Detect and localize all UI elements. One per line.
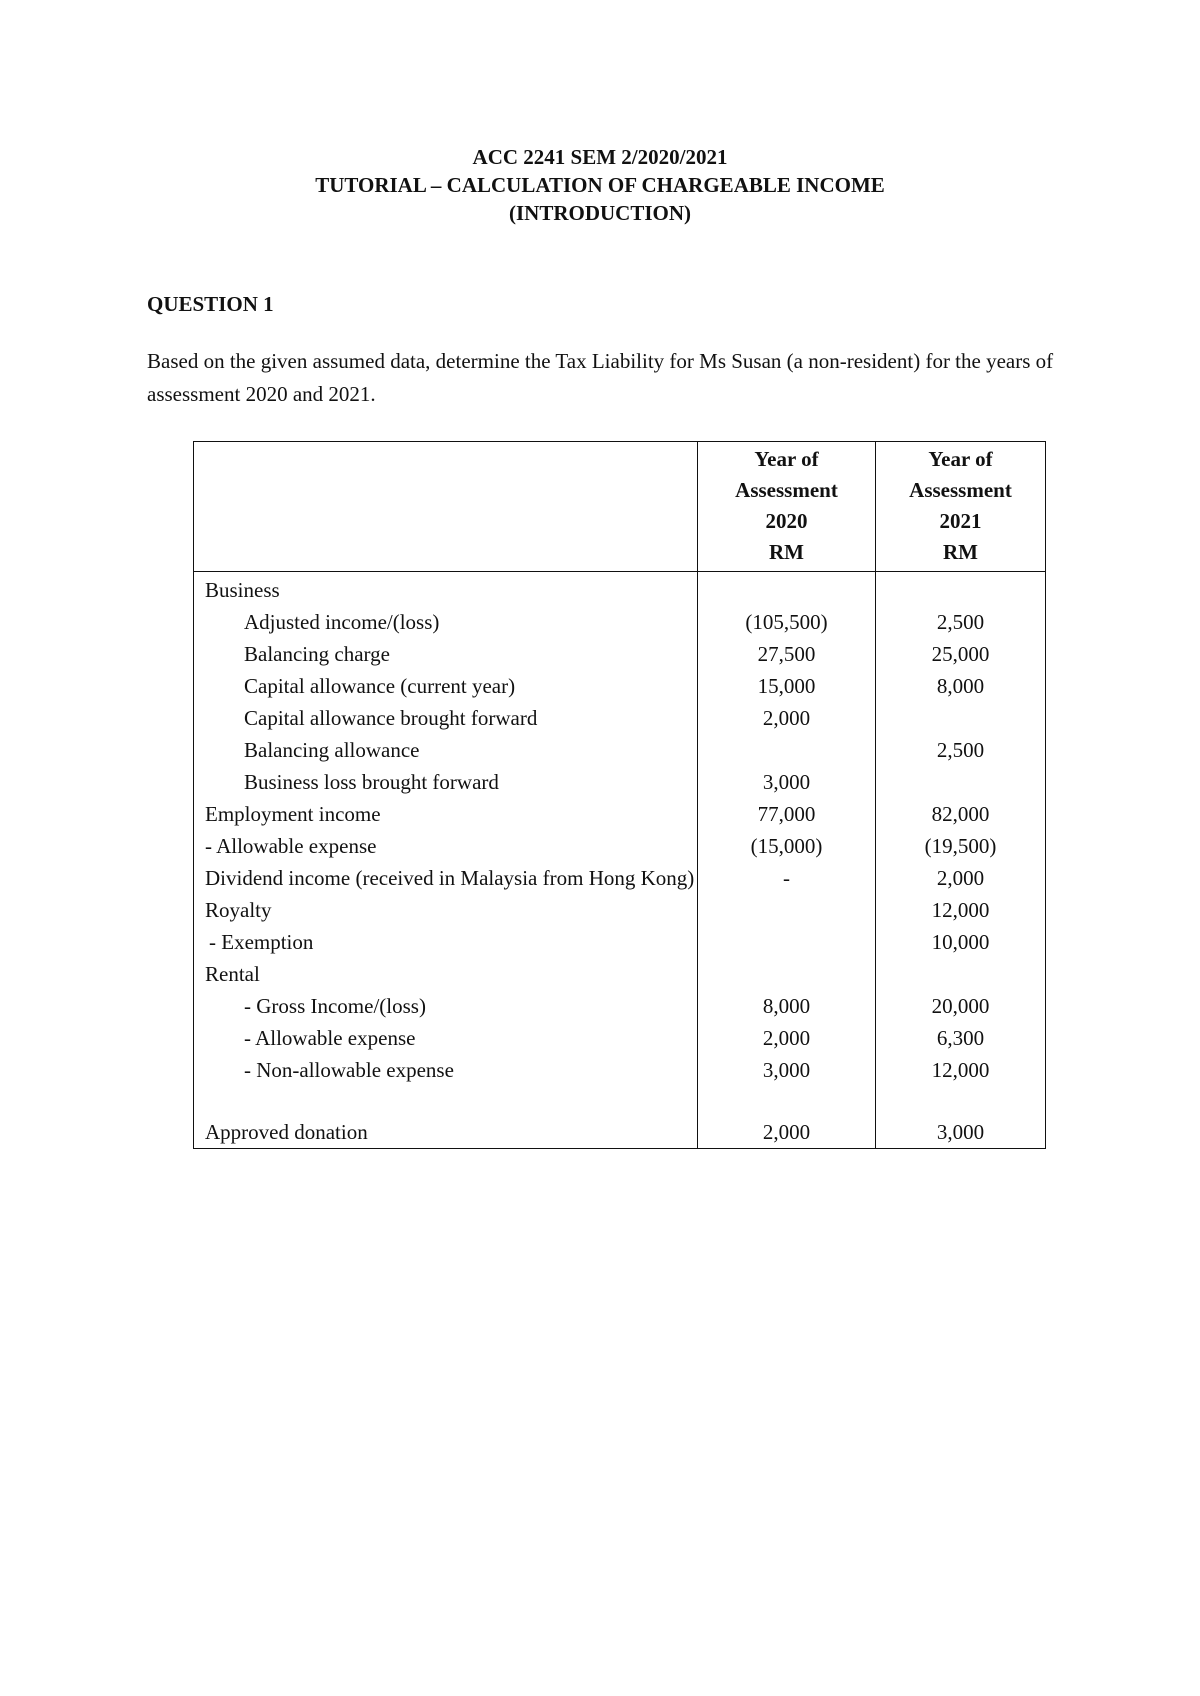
table-row xyxy=(194,734,1046,766)
table-row xyxy=(194,990,1046,1022)
value-2021: 10,000 xyxy=(876,926,1046,958)
row-label: Rental xyxy=(194,958,698,990)
header-unit: RM xyxy=(943,540,978,564)
value-2020: 2,000 xyxy=(698,702,876,734)
header-year: 2021 xyxy=(939,509,982,533)
spacer-cell xyxy=(194,1086,698,1116)
table-row xyxy=(194,926,1046,958)
value-2021: 12,000 xyxy=(876,894,1046,926)
value-2020: 15,000 xyxy=(698,670,876,702)
table-row xyxy=(194,862,1046,894)
value-2021 xyxy=(876,958,1046,990)
value-2020: - xyxy=(698,862,876,894)
header-empty-cell xyxy=(194,442,698,572)
table-row xyxy=(194,1116,1046,1149)
value-2021 xyxy=(876,766,1046,798)
table-row xyxy=(194,958,1046,990)
table-row xyxy=(194,702,1046,734)
table-row xyxy=(194,894,1046,926)
header-line: Assessment xyxy=(909,478,1012,502)
table-row xyxy=(194,670,1046,702)
spacer-cell xyxy=(876,1086,1046,1116)
value-2020: 8,000 xyxy=(698,990,876,1022)
course-code: ACC 2241 SEM 2/2020/2021 xyxy=(472,145,728,169)
value-2021: 6,300 xyxy=(876,1022,1046,1054)
header-line: Assessment xyxy=(735,478,838,502)
header-unit: RM xyxy=(769,540,804,564)
value-2020: 3,000 xyxy=(698,1054,876,1086)
table-row xyxy=(194,798,1046,830)
value-2020 xyxy=(698,926,876,958)
value-2021: 2,500 xyxy=(876,734,1046,766)
row-label: Dividend income (received in Malaysia from Hong Kong) xyxy=(194,862,698,894)
value-2021: (19,500) xyxy=(876,830,1046,862)
table-row xyxy=(194,572,1046,607)
value-2020 xyxy=(698,894,876,926)
row-label: - Gross Income/(loss) xyxy=(194,990,698,1022)
value-2020: 2,000 xyxy=(698,1022,876,1054)
value-2020: 77,000 xyxy=(698,798,876,830)
value-2021: 3,000 xyxy=(876,1116,1046,1149)
row-label: Capital allowance (current year) xyxy=(194,670,698,702)
row-label: - Allowable expense xyxy=(194,830,698,862)
row-label: Approved donation xyxy=(194,1116,698,1149)
header-year: 2020 xyxy=(765,509,808,533)
table-header-row xyxy=(194,442,1046,572)
table-row xyxy=(194,766,1046,798)
row-label: Business xyxy=(194,572,698,607)
table-row xyxy=(194,606,1046,638)
header-line: Year of xyxy=(928,447,993,471)
document-subtitle: (INTRODUCTION) xyxy=(508,201,691,225)
row-label: Balancing charge xyxy=(194,638,698,670)
question-heading: QUESTION 1 xyxy=(147,292,274,316)
document-header xyxy=(0,143,1200,227)
header-year-2021 xyxy=(876,442,1046,572)
row-label: - Non-allowable expense xyxy=(194,1054,698,1086)
value-2020 xyxy=(698,734,876,766)
table-spacer-row xyxy=(194,1086,1046,1116)
tax-data-table xyxy=(193,441,1046,1149)
table-row xyxy=(194,830,1046,862)
header-year-2020 xyxy=(698,442,876,572)
row-label: Royalty xyxy=(194,894,698,926)
row-label: - Exemption xyxy=(194,926,698,958)
table-row xyxy=(194,1054,1046,1086)
document-title: TUTORIAL – CALCULATION OF CHARGEABLE INCOME xyxy=(315,173,885,197)
row-label: Business loss brought forward xyxy=(194,766,698,798)
table-row xyxy=(194,638,1046,670)
value-2020: 27,500 xyxy=(698,638,876,670)
value-2020 xyxy=(698,572,876,607)
value-2021 xyxy=(876,702,1046,734)
value-2020: 2,000 xyxy=(698,1116,876,1149)
value-2021: 2,500 xyxy=(876,606,1046,638)
value-2021: 25,000 xyxy=(876,638,1046,670)
row-label: Capital allowance brought forward xyxy=(194,702,698,734)
header-line: Year of xyxy=(754,447,819,471)
value-2021 xyxy=(876,572,1046,607)
spacer-cell xyxy=(698,1086,876,1116)
row-label: Employment income xyxy=(194,798,698,830)
row-label: Balancing allowance xyxy=(194,734,698,766)
value-2020 xyxy=(698,958,876,990)
value-2021: 20,000 xyxy=(876,990,1046,1022)
row-label: Adjusted income/(loss) xyxy=(194,606,698,638)
question-text: Based on the given assumed data, determine the Tax Liability for Ms Susan (a non-resident) for the years of assessment 2020 and 2021. xyxy=(147,349,1054,406)
row-label: - Allowable expense xyxy=(194,1022,698,1054)
value-2021: 8,000 xyxy=(876,670,1046,702)
table-row xyxy=(194,1022,1046,1054)
value-2021: 2,000 xyxy=(876,862,1046,894)
value-2020: 3,000 xyxy=(698,766,876,798)
value-2020: (15,000) xyxy=(698,830,876,862)
value-2020: (105,500) xyxy=(698,606,876,638)
value-2021: 82,000 xyxy=(876,798,1046,830)
value-2021: 12,000 xyxy=(876,1054,1046,1086)
